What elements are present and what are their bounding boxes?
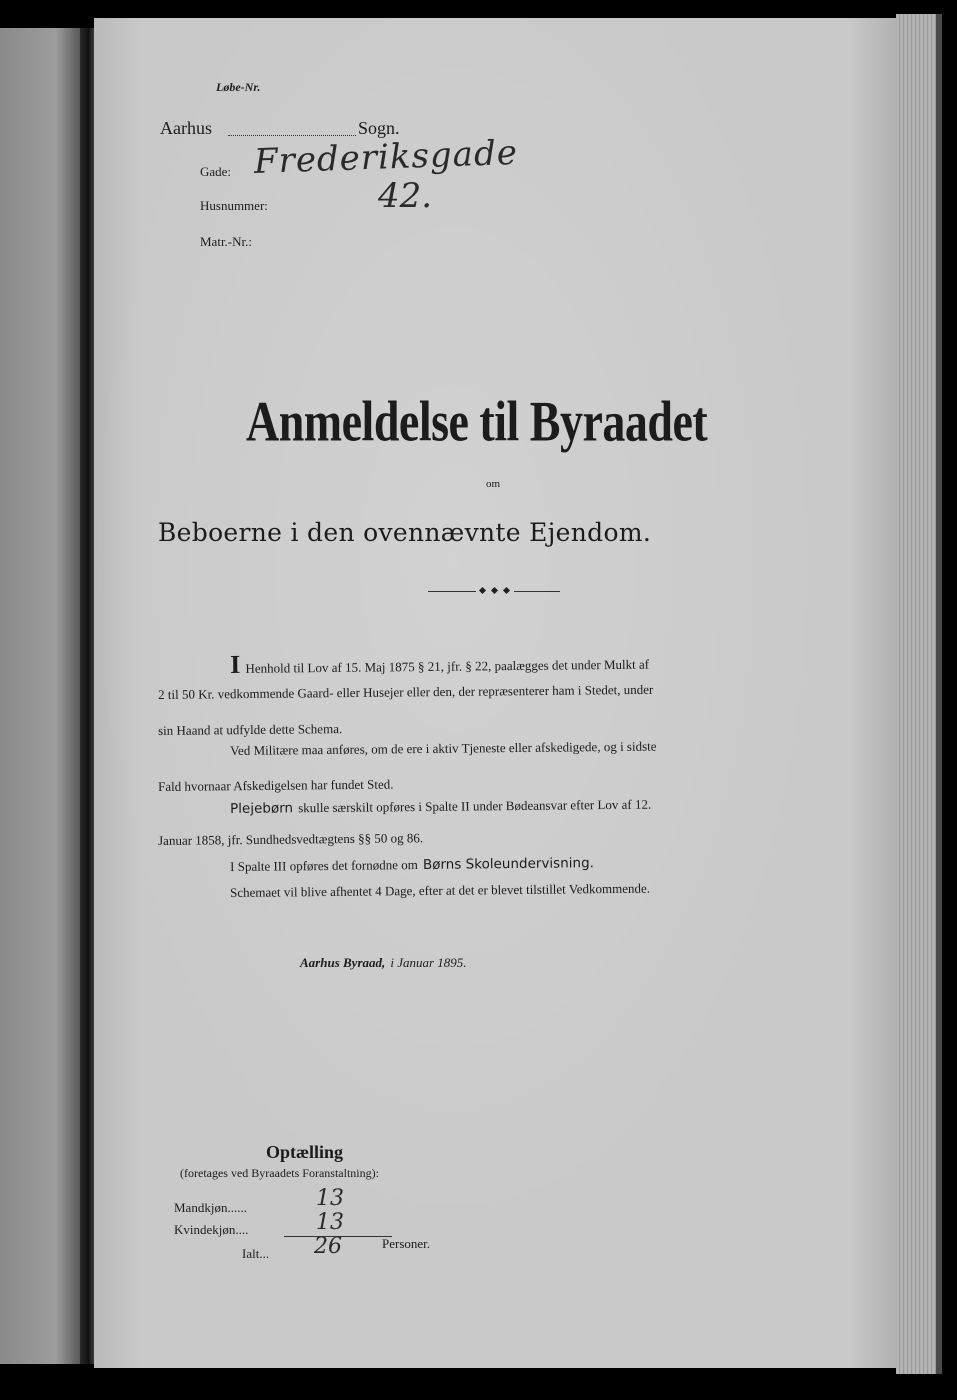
- parish-prefix: Aarhus: [160, 118, 212, 138]
- total-value: 26: [314, 1234, 342, 1259]
- paragraph-initial: I: [229, 649, 241, 679]
- paragraph-5: Schemaet vil blive afhentet 4 Dage, efter at det er blevet tilstillet Vedkommende.: [229, 880, 651, 900]
- document-subtitle: Beboerne i den ovennævnte Ejendom.: [158, 518, 652, 547]
- count-heading: Optælling: [266, 1142, 344, 1162]
- street-label: Gade:: [200, 164, 232, 179]
- paragraph-1-line-3: sin Haand at udfylde dette Schema.: [157, 721, 343, 738]
- paragraph-text: Henhold til Lov af 15. Maj 1875 § 21, jfr. § 22, paalægges det under Mulkt af: [245, 656, 650, 676]
- emphasis-plejeborn: Plejebørn: [230, 800, 294, 817]
- paragraph-text: I Spalte III opføres det fornødne om: [230, 857, 418, 874]
- paragraph-1-line-2: 2 til 50 Kr. vedkommende Gaard- eller Husejer eller den, der repræsenterer ham i Stedet, under: [157, 681, 654, 702]
- signature-line: [300, 952, 467, 971]
- women-label: Kvindekjøn....: [174, 1222, 249, 1237]
- paragraph-2-line-2: Fald hvornaar Afskedigelsen har fundet Sted.: [157, 776, 394, 794]
- title-om: om: [486, 478, 501, 490]
- lobe-nr-label: Løbe-Nr.: [216, 80, 261, 94]
- paragraph-text: skulle særskilt opføres i Spalte II under Bødeansvar efter Lov af 12.: [298, 796, 652, 816]
- paragraph-3-line-1: [230, 794, 651, 817]
- form-page: [94, 18, 896, 1368]
- signature-bold: Aarhus Byraad,: [300, 955, 386, 970]
- women-value: 13: [316, 1210, 344, 1235]
- previous-page-edge: [0, 28, 80, 1364]
- street-handwritten-value: Frederiksgade: [253, 132, 519, 182]
- paragraph-4: [230, 852, 594, 875]
- house-number-label: Husnummer:: [200, 198, 268, 213]
- signature-date: i Januar 1895.: [390, 955, 467, 970]
- men-value: 13: [316, 1186, 344, 1211]
- paragraph-2-line-1: Ved Militære maa anføres, om de ere i aktiv Tjeneste eller afskedigede, og i sidste: [229, 738, 657, 758]
- book-gutter: [80, 28, 94, 1364]
- ornament-line-left: [428, 591, 476, 592]
- matr-nr-label: Matr.-Nr.:: [200, 234, 252, 249]
- persons-label: Personer.: [382, 1236, 431, 1251]
- parish-dotted-line: [228, 134, 356, 136]
- ornament-dot: [479, 587, 486, 594]
- total-label: Ialt...: [242, 1246, 270, 1261]
- emphasis-skoleundervisning: Børns Skoleundervisning.: [422, 855, 594, 873]
- document-title: Anmeldelse til Byraadet: [246, 389, 708, 453]
- paragraph-1-line-1: [230, 648, 649, 678]
- ornament-dot: [491, 587, 498, 594]
- men-label: Mandkjøn......: [174, 1200, 247, 1215]
- ornament-dot: [503, 587, 510, 594]
- house-number-handwritten-value: 42.: [378, 176, 433, 216]
- count-note: (foretages ved Byraadets Foranstaltning):: [180, 1166, 379, 1180]
- parish-suffix: Sogn.: [358, 118, 400, 138]
- paragraph-3-line-2: Januar 1858, jfr. Sundhedsvedtægtens §§ 50 og 86.: [157, 830, 424, 848]
- page-edges: [896, 14, 942, 1374]
- ornament-line-right: [514, 591, 560, 592]
